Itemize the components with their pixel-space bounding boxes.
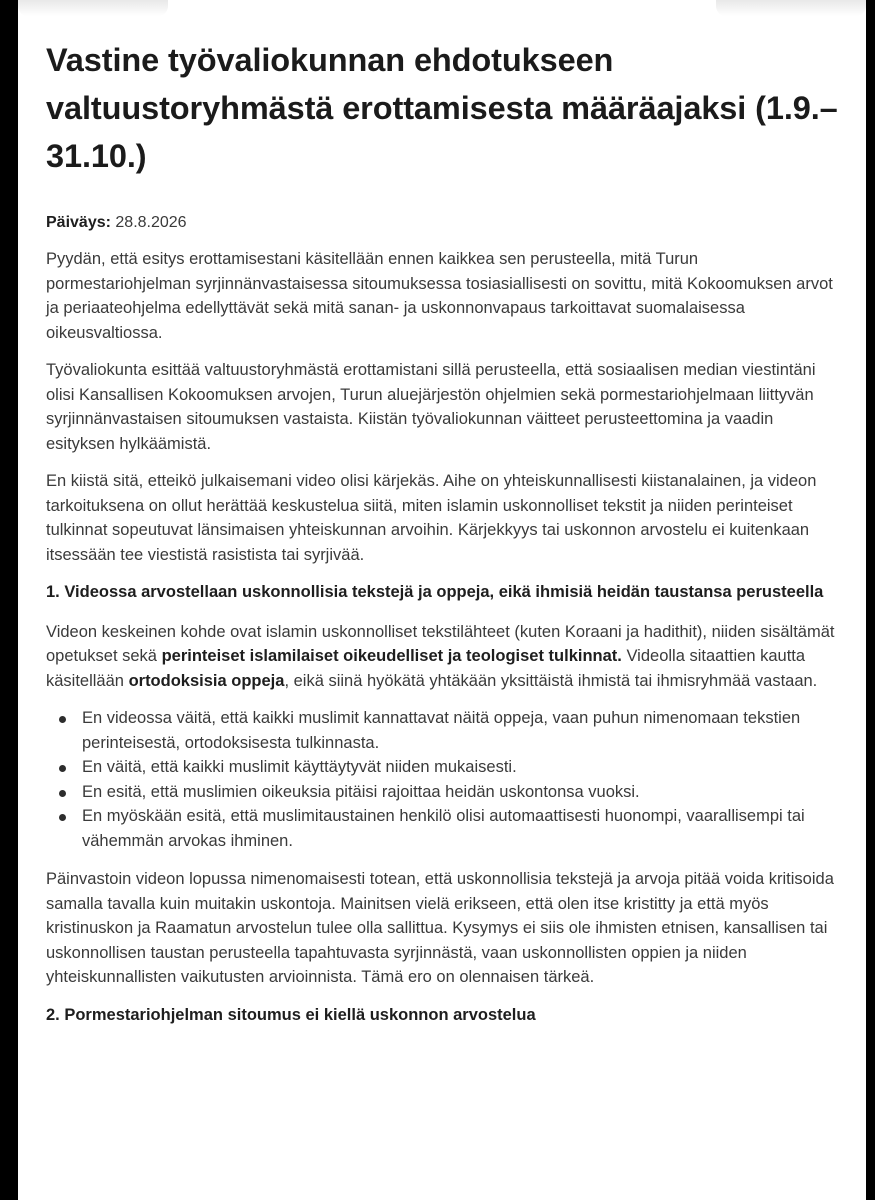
bullet-item: En väitä, että kaikki muslimit käyttäytyvät niiden mukaisesti. [82, 755, 842, 780]
bullet-item: En videossa väitä, että kaikki muslimit kannattavat näitä oppeja, vaan puhun nimenomaan tekstien perinteisestä, ortodoksisesta tulkinnasta. [82, 706, 842, 755]
text-run: Videon keskeinen kohde ovat islamin uskonnolliset tekstilähteet (kuten Koraani ja hadithit), niiden sisältämät opetukset sekä [46, 622, 835, 665]
video-paragraph: En kiistä sitä, etteikö julkaisemani video olisi kärjekäs. Aihe on yhteiskunnallisesti kiistanalainen, ja videon tarkoituksena on ollut herättää keskustelua siitä, miten islamin uskonnolliset tekstit ja niiden perinteiset tulkinnat sopeutuvat länsimaisen yhteiskunnan arvoihin. Kärjekkyys tai uskonnon arvostelu ei kuitenkaan itsessään tee viestistä rasistista tai syrjivää. [46, 472, 817, 564]
section-1-heading: 1. Videossa arvostellaan uskonnollisia tekstejä ja oppeja, eikä ihmisiä heidän taustansa perusteella [46, 583, 824, 601]
bold-text-run: perinteiset islamilaiset oikeudelliset ja teologiset tulkinnat. [161, 647, 622, 665]
bullet-list [46, 706, 842, 853]
section-1-paragraph [46, 620, 842, 694]
date-label: Päiväys: [46, 214, 111, 231]
top-edge-shadow-left [18, 0, 168, 16]
top-edge-shadow-right [716, 0, 866, 16]
bullet-item: En myöskään esitä, että muslimitaustainen henkilö olisi automaattisesti huonompi, vaarallisempi tai vähemmän arvokas ihminen. [82, 804, 842, 853]
bullet-item: En esitä, että muslimien oikeuksia pitäisi rajoittaa heidän uskontonsa vuoksi. [82, 780, 842, 805]
document-date [46, 210, 842, 235]
section-1-conclusion-paragraph: Päinvastoin videon lopussa nimenomaisesti totean, että uskonnollisia tekstejä ja arvoja pitää voida kritisoida samalla tavalla kuin muitakin uskontoja. Mainitsen vielä erikseen, että olen itse kristitty ja että myös kristinuskon ja Raamatun arvostelun tulee olla sallittua. Kysymys ei siis ole ihmisten etnisen, kansallisen tai uskonnollisen taustan perusteella tapahtuvasta syrjinnästä, vaan uskonnollisten oppien ja niiden yhteiskunnallisten vaikutusten arvioinnista. Tämä ero on olennaisen tärkeä. [46, 870, 834, 986]
date-value: 28.8.2026 [115, 214, 187, 231]
section-2-heading: 2. Pormestariohjelman sitoumus ei kiellä uskonnon arvostelua [46, 1005, 536, 1024]
document-page [18, 0, 866, 1200]
text-run: , eikä siinä hyökätä yhtäkään yksittäistä ihmistä tai ihmisryhmää vastaan. [284, 671, 818, 690]
intro-paragraph: Pyydän, että esitys erottamisestani käsitellään ennen kaikkea sen perusteella, mitä Turun pormestariohjelman syrjinnänvastaisessa sitoumuksessa tosiasiallisesti on sovittu, mitä Kokoomuksen arvot ja periaateohjelma edellyttävät sekä mitä sanan- ja uskonnonvapaus tarkoittavat suomalaisessa oikeusvaltiossa. [46, 250, 833, 342]
text-run: Videolla sitaattien kautta käsitellään [46, 647, 806, 690]
bold-text-run: ortodoksisia oppeja [128, 671, 285, 690]
claim-paragraph: Työvaliokunta esittää valtuustoryhmästä erottamistani sillä perusteella, että sosiaalisen median viestintäni olisi Kansallisen Kokoomuksen arvojen, Turun aluejärjestön ohjelmien sekä pormestariohjelmaan liittyvän syrjinnänvastaisen sitoumuksen vastaista. Kiistän työvaliokunnan väitteet perusteettomina ja vaadin esityksen hylkäämistä. [46, 361, 816, 453]
document-title: Vastine työvaliokunnan ehdotukseen valtuustoryhmästä erottamisesta määräajaksi (1.9.–31.10.) [46, 42, 838, 174]
